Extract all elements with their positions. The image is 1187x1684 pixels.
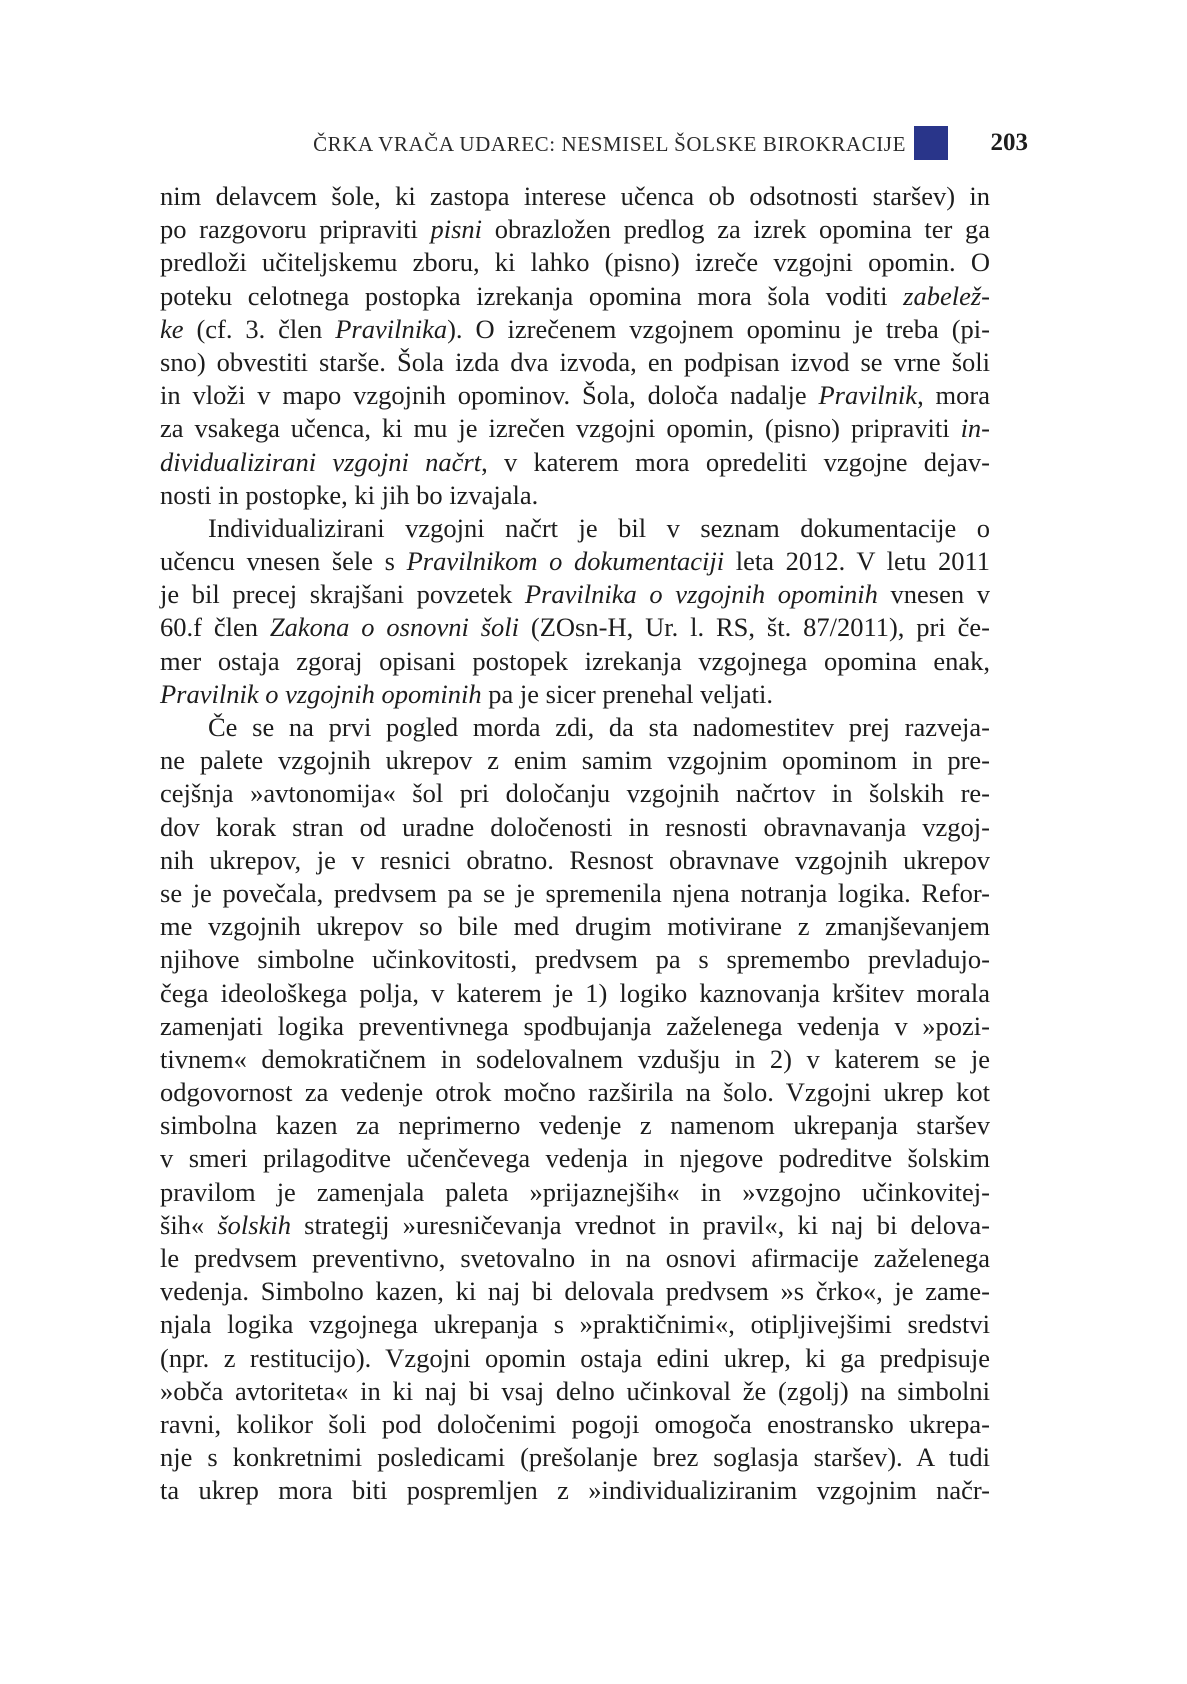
italic-span: zabelež- (903, 280, 990, 311)
text-line (160, 246, 990, 279)
text-span: le predvsem preventivno, svetovalno in na osnovi afirmacije zaželenega (160, 1243, 990, 1273)
italic-span: Zakona o osnovni šoli (269, 612, 520, 643)
text-span: leta 2012. V letu 2011 (724, 546, 990, 577)
text-span: obrazložen predlog za izrek opomina ter ga (482, 214, 990, 245)
text-span: odgovornost za vedenje otrok močno razširila na šolo. Vzgojni ukrep kot (160, 1077, 990, 1108)
text-span: strategij »uresničevanja vrednot in pravil«, ki naj bi delova- (290, 1209, 990, 1240)
text-line (160, 910, 990, 943)
text-span: (npr. z restitucijo). Vzgojni opomin ostaja edini ukrep, ki ga predpisuje (160, 1342, 990, 1373)
text-line (160, 1142, 990, 1175)
text-span: ta ukrep mora biti pospremljen z »individualiziranim vzgojnim načr- (160, 1475, 990, 1506)
italic-span: Pravilnika o vzgojnih opominih (524, 579, 878, 610)
text-line (160, 1474, 990, 1507)
text-line (160, 678, 990, 711)
italic-span: in- (960, 413, 990, 444)
text-line (160, 711, 990, 744)
italic-span: Pravilnikom o dokumentaciji (406, 546, 725, 577)
text-span: simbolna kazen za neprimerno vedenje z namenom ukrepanja staršev (160, 1110, 990, 1141)
text-span: mer ostaja zgoraj opisani postopek izrekanja vzgojnega opomina enak, (160, 645, 990, 676)
text-line (160, 1010, 990, 1043)
text-span: cejšnja »avtonomija« šol pri določanju vzgojnih načrtov in šolskih re- (160, 778, 990, 809)
text-span: pa je sicer prenehal veljati. (481, 678, 774, 709)
text-line (160, 512, 990, 545)
text-span: ših« (160, 1209, 218, 1240)
text-span: nim delavcem šole, ki zastopa interese učenca ob odsotnosti staršev) in (160, 181, 990, 211)
text-line (160, 811, 990, 844)
text-span: ). O izrečenem vzgojnem opominu je treba (pi- (447, 313, 990, 344)
text-line (160, 744, 990, 777)
text-span: in vloži v mapo vzgojnih opominov. Šola, določa nadalje (160, 380, 819, 411)
text-line (160, 1242, 990, 1275)
text-line (160, 1308, 990, 1341)
text-line (160, 479, 990, 512)
text-line (160, 1408, 990, 1441)
italic-span: Pravilnik o vzgojnih opominih (160, 678, 482, 709)
text-span: ravni, kolikor šoli pod določenimi pogoji omogoča enostransko ukrepa- (160, 1408, 990, 1439)
text-line (160, 180, 990, 213)
italic-span: dividualizirani vzgojni načrt (160, 446, 482, 477)
text-line (160, 1209, 990, 1242)
text-line (160, 213, 990, 246)
text-line (160, 1342, 990, 1375)
text-line (160, 578, 990, 611)
text-span: čega ideološkega polja, v katerem je 1) logiko kaznovanja kršitev morala (160, 977, 990, 1008)
text-line (160, 1441, 990, 1474)
text-span: nosti in postopke, ki jih bo izvajala. (160, 479, 539, 510)
text-line (160, 977, 990, 1010)
text-span: vedenja. Simbolno kazen, ki naj bi delovala predvsem »s črko«, je zame- (160, 1276, 990, 1307)
running-header (160, 126, 1030, 162)
text-line (160, 611, 990, 644)
italic-span: ke (160, 313, 184, 344)
italic-span: Pravilnik (818, 380, 918, 411)
text-span: za vsakega učenca, ki mu je izrečen vzgojni opomin, (pisno) pripraviti (160, 413, 961, 444)
page-number: 203 (990, 129, 1028, 156)
text-line (160, 446, 990, 479)
text-line (160, 280, 990, 313)
text-span: Če se na prvi pogled morda zdi, da sta nadomestitev prej razveja- (208, 712, 990, 742)
text-span: se je povečala, predvsem pa se je spremenila njena notranja logika. Refor- (160, 877, 990, 908)
running-title: ČRKA VRAČA UDAREC: NESMISEL ŠOLSKE BIROKRACIJE (313, 132, 906, 156)
text-span: , mora (917, 380, 990, 411)
text-span: njihove simbolne učinkovitosti, predvsem pa s spremembo prevladujo- (160, 944, 990, 975)
text-span: (ZOsn-H, Ur. l. RS, št. 87/2011), pri če- (519, 612, 990, 643)
text-span: nje s konkretnimi posledicami (prešolanje brez soglasja staršev). A tudi (160, 1442, 990, 1473)
text-span: njala logika vzgojnega ukrepanja s »praktičnimi«, otipljivejšimi sredstvi (160, 1309, 990, 1340)
text-line (160, 545, 990, 578)
text-line (160, 1375, 990, 1408)
text-span: »obča avtoriteta« in ki naj bi vsaj delno učinkoval že (zgolj) na simbolni (160, 1375, 990, 1406)
text-span: 60.f člen (160, 612, 270, 643)
text-span: je bil precej skrajšani povzetek (160, 579, 525, 610)
text-span: v smeri prilagoditve učenčevega vedenja in njegove podreditve šolskim (160, 1143, 990, 1174)
text-line (160, 877, 990, 910)
text-line (160, 1176, 990, 1209)
text-line (160, 1109, 990, 1142)
body-text (160, 180, 990, 1508)
text-span: tivnem« demokratičnem in sodelovalnem vzdušju in 2) v katerem se je (160, 1043, 990, 1074)
text-line (160, 313, 990, 346)
text-line (160, 943, 990, 976)
text-span: , v katerem mora opredeliti vzgojne dejav- (481, 446, 990, 477)
text-span: poteku celotnega postopka izrekanja opomina mora šola voditi (160, 280, 904, 311)
text-line (160, 645, 990, 678)
text-line (160, 1043, 990, 1076)
text-line (160, 412, 990, 445)
text-span: vnesen v (877, 579, 991, 610)
text-span: sno) obvestiti starše. Šola izda dva izvoda, en podpisan izvod se vrne šoli (160, 346, 990, 377)
text-span: me vzgojnih ukrepov so bile med drugim motivirane z zmanjševanjem (160, 911, 990, 942)
text-span: učencu vnesen šele s (160, 546, 407, 577)
text-span: (cf. 3. člen (183, 313, 336, 344)
text-line (160, 1076, 990, 1109)
text-line (160, 844, 990, 877)
italic-span: šolskih (217, 1209, 291, 1240)
italic-span: pisni (430, 214, 483, 245)
header-square-mark (914, 126, 948, 160)
text-span: ne palete vzgojnih ukrepov z enim samim vzgojnim opominom in pre- (160, 745, 990, 776)
text-span: Individualizirani vzgojni načrt je bil v seznam dokumentacije o (208, 512, 990, 543)
text-line (160, 777, 990, 810)
text-span: po razgovoru pripraviti (160, 214, 431, 245)
text-span: pravilom je zamenjala paleta »prijaznejših« in »vzgojno učinkovitej- (160, 1176, 990, 1207)
text-line (160, 379, 990, 412)
text-span: predloži učiteljskemu zboru, ki lahko (pisno) izreče vzgojni opomin. O (160, 247, 990, 278)
text-line (160, 1275, 990, 1308)
italic-span: Pravilnika (335, 313, 448, 344)
text-line (160, 346, 990, 379)
text-span: zamenjati logika preventivnega spodbujanja zaželenega vedenja v »pozi- (160, 1010, 990, 1041)
text-span: dov korak stran od uradne določenosti in resnosti obravnavanja vzgoj- (160, 811, 990, 842)
text-span: nih ukrepov, je v resnici obratno. Resnost obravnave vzgojnih ukrepov (160, 844, 990, 875)
